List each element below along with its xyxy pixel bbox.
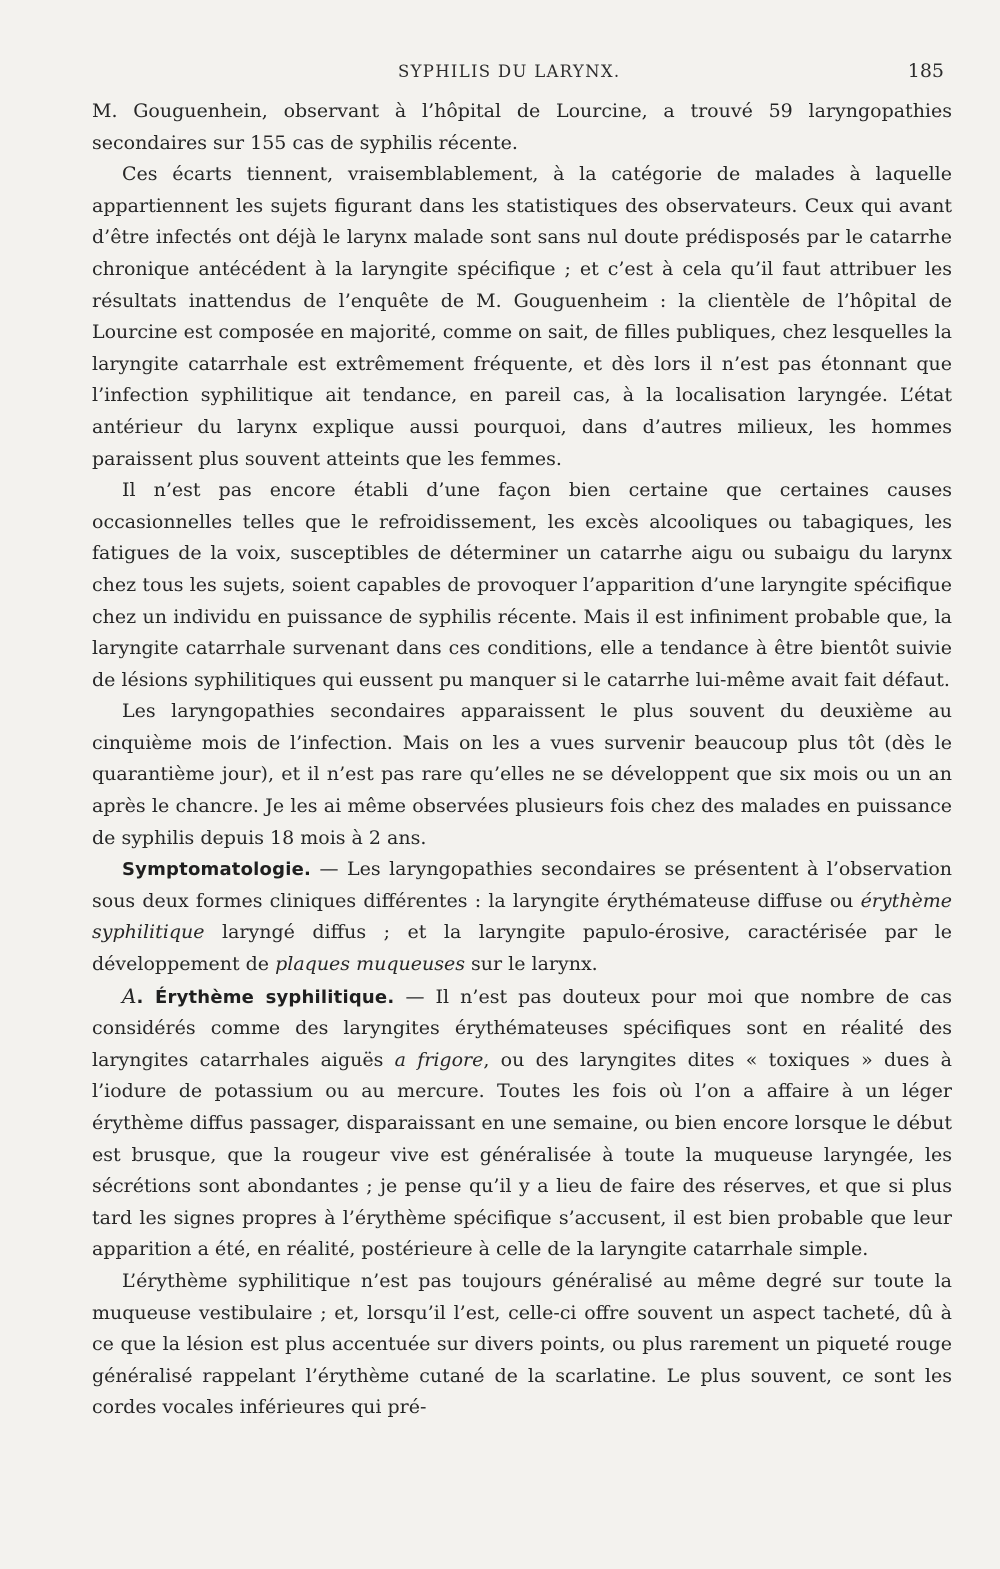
subsection-heading-erytheme: . Érythème syphilitique. (136, 986, 395, 1008)
running-title: SYPHILIS DU LARYNX. (398, 62, 621, 81)
page-number: 185 (907, 60, 944, 82)
paragraph-2: Ces écarts tiennent, vraisemblablement, à la catégorie de malades à laquelle appartiennent les sujets figurant dans les statistiques des observateurs. Ceux qui avant d’être infectés ont déjà le larynx malade sont sans nul doute prédisposés par le catarrhe chronique antécédent à la laryngite spécifique ; et c’est à cela qu’il faut attribuer les résultats inattendus de l’enquête de M. Gouguenheim : la clientèle de l’hôpital de Lourcine est composée en majorité, comme on sait, de filles publiques, chez lesquelles la laryngite catarrhale est extrêmement fréquente, et dès lors il n’est pas étonnant que l’infection syphilitique ait tendance, en pareil cas, à la localisation laryngée. L’état antérieur du larynx explique aussi pourquoi, dans d’autres milieux, les hommes paraissent plus souvent atteints que les femmes. (92, 163, 952, 470)
italic-term: plaques muqueuses (275, 953, 465, 976)
italic-term: érythème syphilitique (92, 889, 952, 944)
text-run: sur le larynx. (464, 953, 598, 976)
paragraph-7: L’érythème syphilitique n’est pas toujours généralisé au même degré sur toute la muqueuse vestibulaire ; et, lorsqu’il l’est, celle-ci offre souvent un aspect tacheté, dû à ce que la lésion est plus accentuée sur divers points, ou plus rarement un piqueté rouge généralisé rappelant l’érythème cutané de la scarlatine. Le plus souvent, ce sont les cordes vocales inférieures qui pré- (92, 1269, 952, 1419)
text-run: laryngé diffus ; et la laryngite papulo-érosive, caractérisée par le développement de (92, 921, 952, 976)
section-heading-symptomatologie: Symptomatologie. (122, 859, 312, 881)
paragraph-1: M. Gouguenhein, observant à l’hôpital de Lourcine, a trouvé 59 laryngopathies secondaires sur 155 cas de syphilis récente. (92, 100, 952, 154)
text-run: — Les laryngopathies secondaires se présentent à l’observation sous deux formes cliniques différentes : la laryngite érythémateuse diffuse ou (92, 858, 952, 912)
paragraph-erytheme (92, 981, 952, 1266)
paragraph-symptomatologie (92, 854, 952, 980)
paragraph-3: Il n’est pas encore établi d’une façon bien certaine que certaines causes occasionnelles telles que le refroidissement, les excès alcooliques ou tabagiques, les fatigues de la voix, susceptibles de déterminer un catarrhe aigu ou subaigu du larynx chez tous les sujets, soient capables de provoquer l’apparition d’une laryngite spécifique chez un individu en puissance de syphilis récente. Mais il est infiniment probable que, la laryngite catarrhale survenant dans ces conditions, elle a tendance à être bientôt suivie de lésions syphilitiques qui eussent pu manquer si le catarrhe lui-même avait fait défaut. (92, 479, 952, 691)
text-run: , ou des laryngites dites « toxiques » dues à l’iodure de potassium ou au mercure. Toutes les fois où l’on a affaire à un léger érythème diffus passager, disparaissant en une semaine, ou bien encore lorsque le début est brusque, que la rougeur vive est généralisée à toute la muqueuse laryngée, les sécrétions sont abondantes ; je pense qu’il y a lieu de faire des réserves, et que si plus tard les signes propres à l’érythème spécifique s’accusent, il est bien probable que leur apparition a été, en réalité, postérieure à celle de la laryngite catarrhale simple. (92, 1048, 952, 1261)
text-run: — Il n’est pas douteux pour moi que nombre de cas considérés comme des laryngites érythémateuses spécifiques sont en réalité des laryngites catarrhales aiguës (92, 985, 952, 1071)
subsection-letter: A (122, 983, 137, 1008)
italic-term: a frigore (394, 1048, 484, 1071)
paragraph-4: Les laryngopathies secondaires apparaissent le plus souvent du deuxième au cinquième mois de l’infection. Mais on les a vues survenir beaucoup plus tôt (dès le quarantième jour), et il n’est pas rare qu’elles ne se développent que six mois ou un an après le chancre. Je les ai même observées plusieurs fois chez des malades en puissance de syphilis depuis 18 mois à 2 ans. (92, 700, 952, 849)
running-head (92, 62, 952, 86)
body-text (92, 96, 952, 1424)
